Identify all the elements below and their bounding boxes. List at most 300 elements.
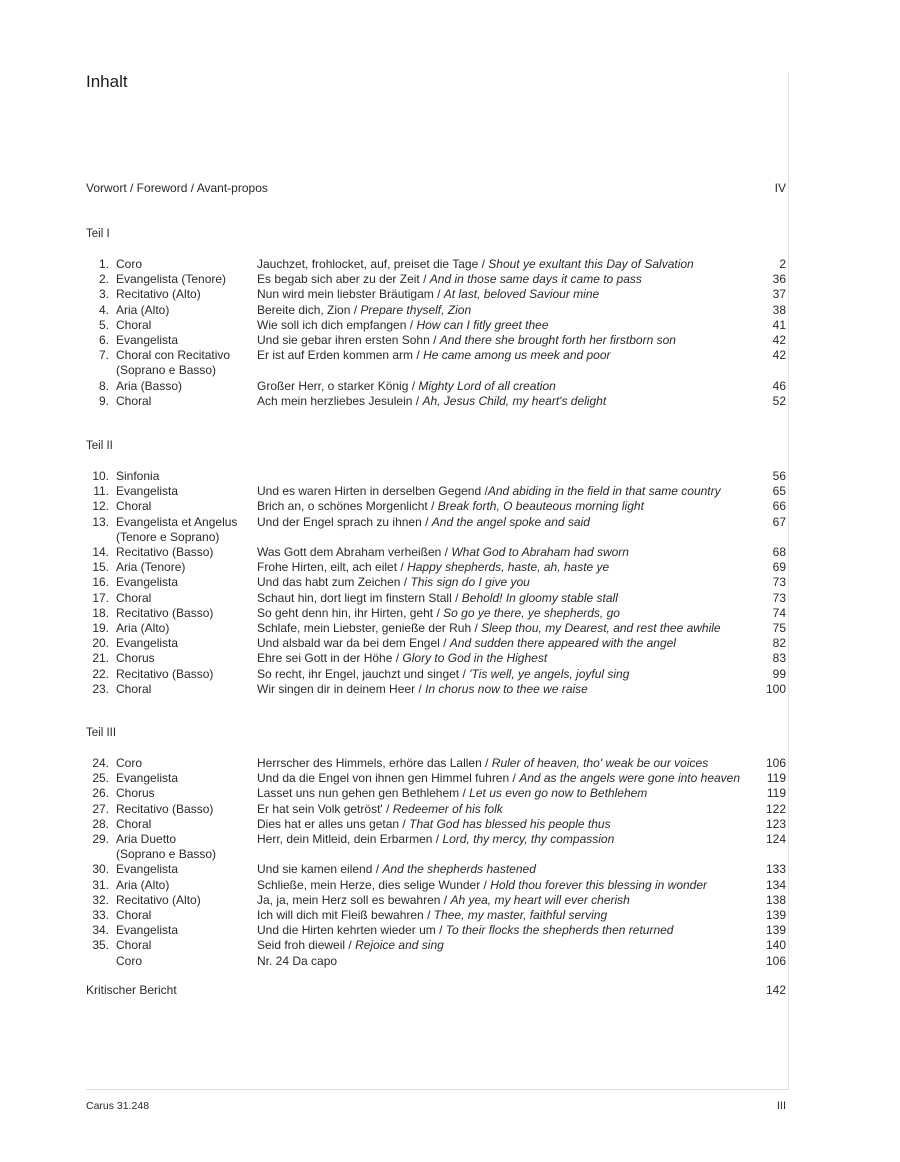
entry-title-english: At last, beloved Saviour mine: [443, 287, 600, 302]
entry-title: [257, 771, 740, 786]
toc-entry: [86, 287, 786, 302]
entry-voice: Choral: [116, 681, 152, 696]
entry-title-german: Brich an, o schönes Morgenlicht: [257, 499, 428, 514]
entry-voice: Recitativo (Basso): [116, 605, 214, 620]
entry-title-separator: /: [427, 499, 438, 514]
entry-page: 75: [772, 621, 786, 635]
entry-title-german: Herrscher des Himmels, erhöre das Lallen: [257, 756, 482, 770]
entry-title-english: Shout ye exultant this Day of Salvation: [488, 257, 694, 271]
entry-page: 122: [765, 801, 786, 816]
entry-number: 31.: [92, 877, 109, 892]
entry-title-german: Und sie gebar ihren ersten Sohn: [257, 333, 430, 347]
entry-page: 36: [772, 272, 786, 287]
entry-title-separator: /: [400, 575, 411, 590]
entry-title-english: Lord, thy mercy, thy compassion: [442, 832, 615, 846]
report-page: 142: [765, 983, 786, 997]
entry-title: [257, 545, 629, 560]
entry-page: 134: [765, 877, 786, 892]
entry-title-english: And as the angels were gone into heaven: [519, 771, 741, 786]
toc-entry: [86, 379, 786, 394]
toc-entry: [86, 499, 786, 514]
entry-voice: Choral: [116, 393, 152, 408]
entry-page: 140: [765, 938, 786, 953]
entry-number: 18.: [92, 605, 109, 620]
entry-title-english: Glory to God in the Highest: [402, 651, 548, 666]
entry-voice: Evangelista: [116, 862, 179, 877]
entry-page: 138: [765, 892, 786, 907]
entry-number: 14.: [92, 545, 109, 559]
entry-title-english: Happy shepherds, haste, ah, haste ye: [407, 560, 610, 575]
entry-voice: Aria (Alto): [116, 877, 170, 892]
entry-title-german: Was Gott dem Abraham verheißen: [257, 545, 442, 559]
entry-number: 2.: [98, 272, 109, 287]
entry-title: [257, 908, 607, 923]
entry-title: [257, 560, 609, 575]
entry-title-english: Hold thou forever this blessing in wonder: [490, 877, 708, 892]
entry-title: [257, 832, 614, 847]
entry-title: [257, 379, 556, 394]
entry-number: 6.: [98, 333, 109, 347]
toc-entry: [86, 636, 786, 651]
entry-title-english: How can I fitly greet thee: [416, 317, 549, 332]
entry-title-german: Und da die Engel von ihnen gen Himmel fuhren: [257, 771, 510, 786]
entry-title-german: Nr. 24 Da capo: [257, 953, 338, 968]
entry-page: 123: [765, 816, 786, 831]
entry-voice: Chorus: [116, 651, 155, 666]
toc-entry: [86, 394, 786, 409]
toc-entry: [86, 257, 786, 272]
entry-title: [257, 621, 721, 636]
entry-voice: Chorus: [116, 786, 155, 801]
entry-number: 19.: [92, 621, 109, 635]
entry-page: 139: [765, 923, 786, 938]
entry-title: [257, 893, 630, 908]
toc-entry: [86, 575, 786, 590]
entry-title-english: And there she brought forth her firstborn son: [439, 333, 676, 347]
entry-voice: Choral: [116, 816, 152, 831]
entry-title-separator: /: [433, 287, 444, 302]
entry-voice: Choral: [116, 938, 152, 953]
toc-entry: [86, 682, 786, 697]
toc-entry: [86, 893, 786, 908]
entry-page: 46: [772, 378, 786, 393]
entry-title-german: Und das habt zum Zeichen: [257, 575, 401, 590]
entry-number: 32.: [92, 892, 109, 907]
entry-title-german: Dies hat er alles uns getan: [257, 816, 400, 831]
entry-voice-continuation: (Soprano e Basso): [116, 363, 217, 378]
entry-title-english: Prepare thyself, Zion: [360, 302, 472, 317]
entry-title-german: Herr, dein Mitleid, dein Erbarmen: [257, 832, 433, 846]
part-heading: [86, 227, 786, 242]
toc-entry: [86, 923, 786, 938]
entry-page: 106: [765, 756, 786, 770]
entry-title: [257, 606, 620, 621]
entry-title: [257, 499, 644, 514]
entry-title-english: 'Tis well, ye angels, joyful sing: [469, 666, 630, 681]
toc-entry: [86, 515, 786, 530]
entry-title-german: Und sie kamen eilend: [257, 862, 373, 877]
toc-entry: [86, 651, 786, 666]
toc-entry: [86, 786, 786, 801]
entry-title: [257, 938, 444, 953]
entry-title-separator: /: [399, 816, 410, 831]
entry-title-german: Jauchzet, frohlocket, auf, preiset die Tage: [257, 257, 479, 271]
entry-title-german: Und es waren Hirten in derselben Gegend: [257, 484, 485, 499]
toc-entry: [86, 333, 786, 348]
entry-title-german: Seid froh dieweil: [257, 938, 346, 953]
entry-title-english: This sign do I give you: [410, 575, 530, 590]
toc-entry: [86, 545, 786, 560]
entry-title-german: Ehre sei Gott in der Höhe: [257, 651, 393, 666]
entry-title-separator: /: [419, 272, 430, 287]
toc-entry-continuation: [86, 847, 786, 862]
entry-title-german: Ich will dich mit Fleiß bewahren: [257, 908, 424, 922]
part-heading-label: Teil II: [86, 440, 113, 452]
entry-title: [257, 333, 676, 348]
entry-page: 139: [765, 908, 786, 922]
entry-number: 3.: [98, 287, 109, 302]
entry-title: [257, 651, 547, 666]
entry-title-separator: /: [421, 514, 432, 529]
entry-title-english: What God to Abraham had sworn: [451, 545, 629, 559]
toc-entry: [86, 667, 786, 682]
entry-title-english: In chorus now to thee we raise: [425, 681, 588, 696]
entry-number: 10.: [92, 469, 109, 483]
entry-title-separator: /: [413, 348, 424, 363]
report-label: Kritischer Bericht: [86, 983, 177, 997]
entry-title-german: Wir singen dir in deinem Heer: [257, 681, 416, 696]
entry-number: 7.: [98, 348, 109, 363]
entry-voice-continuation: (Tenore e Soprano): [116, 529, 220, 544]
entry-title-german: Bereite dich, Zion: [257, 302, 351, 317]
toc-entry-continuation: [86, 363, 786, 378]
entry-voice: Coro: [116, 953, 143, 968]
entry-number: 21.: [92, 651, 109, 666]
entry-title-separator: /: [478, 257, 489, 271]
entry-voice: Choral: [116, 908, 152, 922]
entry-title-separator: /: [451, 590, 462, 605]
entry-voice: Choral: [116, 317, 152, 332]
entry-title: [257, 667, 629, 682]
foreword-entry: [86, 181, 786, 196]
entry-title-english: To their flocks the shepherds then returned: [445, 923, 674, 938]
entry-voice: Aria (Alto): [116, 302, 170, 317]
entry-title-german: Schlafe, mein Liebster, genieße der Ruh: [257, 621, 472, 635]
entry-title-german: Und der Engel sprach zu ihnen: [257, 514, 422, 529]
entry-page: 119: [766, 771, 786, 786]
toc-entry: [86, 348, 786, 363]
entry-title-german: So recht, ihr Engel, jauchzt und singet: [257, 666, 460, 681]
entry-page: 37: [772, 287, 786, 302]
entry-title: [257, 802, 503, 817]
toc-entry: [86, 484, 786, 499]
entry-voice-continuation: (Soprano e Basso): [116, 847, 217, 862]
toc-entry: [86, 802, 786, 817]
entry-number: 9.: [98, 393, 109, 408]
entry-page: 2: [779, 257, 786, 271]
entry-title-separator: /: [412, 393, 423, 408]
entry-title-separator: /: [382, 801, 393, 816]
entry-title: [257, 287, 599, 302]
entry-title-english: Mighty Lord of all creation: [418, 378, 556, 393]
toc-entry: [86, 606, 786, 621]
part-heading: [86, 439, 786, 454]
entry-title-english: Ah, Jesus Child, my heart's delight: [422, 393, 607, 408]
toc-entry: [86, 771, 786, 786]
entry-title-separator: /: [471, 621, 482, 635]
entry-title-english: Break forth, O beauteous morning light: [437, 499, 644, 514]
entry-title-separator: /: [345, 938, 356, 953]
entry-title-english: Let us even go now to Bethlehem: [469, 786, 648, 801]
foreword-label: Vorwort / Foreword / Avant-propos: [86, 181, 268, 195]
entry-page: 133: [765, 862, 786, 877]
entry-title-english: And sudden there appeared with the angel: [449, 636, 676, 651]
entry-number: 35.: [92, 938, 109, 953]
entry-number: 8.: [98, 378, 109, 393]
entry-page: 74: [772, 605, 786, 620]
entry-page: 65: [772, 484, 786, 499]
entry-title-separator: /: [350, 302, 361, 317]
entry-title-english: Behold! In gloomy stable stall: [461, 590, 618, 605]
foreword-page: IV: [774, 181, 786, 195]
entry-voice: Evangelista et Angelus: [116, 514, 238, 529]
footer-rule: [86, 1089, 788, 1090]
entry-number: 13.: [92, 514, 109, 529]
entry-page: 124: [765, 832, 786, 846]
entry-page: 83: [772, 651, 786, 666]
toc-entry: [86, 938, 786, 953]
entry-title: [257, 878, 707, 893]
entry-title-english: Thee, my master, faithful serving: [433, 908, 608, 922]
entry-title: [257, 862, 536, 877]
entry-number: 24.: [92, 756, 109, 770]
entry-title-german: Nun wird mein liebster Bräutigam: [257, 287, 434, 302]
report-entry: [86, 983, 786, 998]
entry-page: 52: [772, 393, 786, 408]
entry-page: 41: [772, 317, 786, 332]
toc-entry: [86, 621, 786, 636]
entry-title-english: Sleep thou, my Dearest, and rest thee awhile: [481, 621, 721, 635]
entry-title-german: Wie soll ich dich empfangen: [257, 317, 407, 332]
entry-voice: Evangelista: [116, 484, 179, 499]
toc-entry: [86, 303, 786, 318]
entry-title-separator: /: [392, 651, 403, 666]
entry-number: 15.: [92, 560, 109, 575]
entry-voice: Coro: [116, 257, 143, 271]
entry-title-separator: /: [481, 756, 492, 770]
entry-number: 29.: [92, 832, 109, 846]
entry-title-separator: /: [433, 605, 444, 620]
entry-voice: Choral: [116, 590, 152, 605]
entry-voice: Evangelista: [116, 636, 179, 651]
entry-page: 82: [772, 636, 786, 651]
entry-title: [257, 257, 694, 272]
entry-page: 100: [765, 681, 786, 696]
entry-title-german: Und alsbald war da bei dem Engel: [257, 636, 440, 651]
entry-voice: Aria (Basso): [116, 378, 183, 393]
entry-number: 1.: [98, 257, 109, 271]
entry-number: 26.: [92, 786, 109, 801]
entry-title-separator: /: [459, 786, 470, 801]
entry-voice: Recitativo (Alto): [116, 892, 201, 907]
entry-title-separator: /: [372, 862, 383, 877]
entry-title-german: Er ist auf Erden kommen arm: [257, 348, 414, 363]
entry-title-separator: /: [484, 484, 488, 499]
footer-catalog-number: Carus 31.248: [86, 1100, 150, 1112]
entry-title: [257, 318, 549, 333]
entry-title-german: Schaut hin, dort liegt im finstern Stall: [257, 590, 452, 605]
entry-page: 42: [772, 333, 786, 347]
entry-page: 68: [772, 545, 786, 559]
entry-number: 30.: [92, 862, 109, 877]
entry-title-german: Es begab sich aber zu der Zeit: [257, 272, 420, 287]
page-title: Inhalt: [86, 72, 128, 91]
entry-title: [257, 591, 618, 606]
toc-entry: [86, 862, 786, 877]
entry-title: [257, 272, 642, 287]
toc-entry: [86, 832, 786, 847]
entry-number: 23.: [92, 681, 109, 696]
entry-voice: Evangelista: [116, 923, 179, 938]
entry-title-separator: /: [440, 892, 451, 907]
toc-entry: [86, 272, 786, 287]
entry-page: 38: [772, 302, 786, 317]
entry-page: 73: [772, 590, 786, 605]
footer-page-number: III: [776, 1100, 786, 1112]
entry-title-english: So go ye there, ye shepherds, go: [443, 605, 620, 620]
entry-page: 119: [766, 786, 786, 801]
toc-entry: [86, 469, 786, 484]
entry-voice: Choral: [116, 499, 152, 514]
entry-title-german: Und die Hirten kehrten wieder um: [257, 923, 436, 938]
entry-title: [257, 394, 606, 409]
entry-voice: Sinfonia: [116, 469, 160, 483]
entry-title-separator: /: [406, 317, 417, 332]
entry-title-separator: /: [480, 877, 491, 892]
entry-voice: Evangelista (Tenore): [116, 272, 227, 287]
entry-title: [257, 817, 611, 832]
entry-title-separator: /: [435, 923, 446, 938]
entry-voice: Choral con Recitativo: [116, 348, 231, 363]
toc-entry: [86, 908, 786, 923]
entry-title-english: And abiding in the field in that same country: [487, 484, 721, 499]
entry-title-separator: /: [415, 681, 426, 696]
entry-title-german: Ja, ja, mein Herz soll es bewahren: [257, 892, 441, 907]
entry-page: 67: [772, 514, 786, 529]
entry-number: 17.: [92, 590, 109, 605]
entry-title-german: Schließe, mein Herze, dies selige Wunder: [257, 877, 481, 892]
toc-entry: [86, 817, 786, 832]
entry-voice: Evangelista: [116, 771, 179, 786]
toc-entry: [86, 756, 786, 771]
entry-title: [257, 484, 721, 499]
part-heading-label: Teil III: [86, 727, 117, 739]
entry-title: [257, 756, 708, 771]
entry-title-english: That God has blessed his people thus: [409, 816, 611, 831]
entry-title-german: Großer Herr, o starker König: [257, 378, 409, 393]
entry-page: 42: [772, 348, 786, 363]
entry-title-separator: /: [423, 908, 434, 922]
part-heading: [86, 726, 786, 741]
entry-title-german: Frohe Hirten, eilt, ach eilet: [257, 560, 398, 575]
entry-title-german: Er hat sein Volk getröst': [257, 801, 383, 816]
entry-number: 22.: [92, 666, 109, 681]
toc-entry: [86, 560, 786, 575]
entry-title-separator: /: [459, 666, 470, 681]
entry-number: 33.: [92, 908, 109, 922]
entry-number: 5.: [98, 317, 109, 332]
entry-number: 20.: [92, 636, 109, 651]
entry-title-english: Redeemer of his folk: [392, 801, 503, 816]
entry-voice: Coro: [116, 756, 143, 770]
entry-title-separator: /: [439, 636, 450, 651]
entry-page: 106: [765, 953, 786, 968]
entry-voice: Aria (Tenore): [116, 560, 186, 575]
entry-voice: Recitativo (Basso): [116, 545, 214, 559]
entry-title-english: And in those same days it came to pass: [429, 272, 642, 287]
entry-title-english: Rejoice and sing: [355, 938, 444, 953]
entry-page: 56: [772, 469, 786, 483]
entry-title-separator: /: [509, 771, 520, 786]
entry-voice: Evangelista: [116, 333, 179, 347]
margin-rule: [788, 72, 789, 1090]
entry-page: 69: [772, 560, 786, 575]
entry-title: [257, 923, 673, 938]
toc-entry: [86, 954, 786, 969]
entry-title-english: He came among us meek and poor: [423, 348, 611, 363]
entry-voice: Aria Duetto: [116, 832, 177, 846]
entry-title-english: And the shepherds hastened: [382, 862, 536, 877]
entry-voice: Recitativo (Basso): [116, 801, 214, 816]
entry-title-german: So geht denn hin, ihr Hirten, geht: [257, 605, 434, 620]
entry-title: [257, 954, 337, 969]
entry-number: 4.: [98, 302, 109, 317]
entry-voice: Recitativo (Basso): [116, 666, 214, 681]
toc-entry-continuation: [86, 530, 786, 545]
toc-entry: [86, 878, 786, 893]
entry-number: 16.: [92, 575, 109, 590]
entry-title-separator: /: [432, 832, 443, 846]
entry-title: [257, 303, 471, 318]
entry-voice: Evangelista: [116, 575, 179, 590]
entry-title-separator: /: [397, 560, 408, 575]
entry-title-separator: /: [441, 545, 452, 559]
entry-title-english: And the angel spoke and said: [431, 514, 590, 529]
entry-title: [257, 636, 676, 651]
toc-entry: [86, 591, 786, 606]
entry-number: 11.: [93, 484, 109, 499]
entry-voice: Aria (Alto): [116, 621, 170, 635]
entry-number: 27.: [92, 801, 109, 816]
entry-number: 28.: [92, 816, 109, 831]
toc-entry: [86, 318, 786, 333]
entry-number: 25.: [92, 771, 109, 786]
entry-page: 99: [772, 666, 786, 681]
entry-title-separator: /: [429, 333, 440, 347]
entry-title: [257, 786, 647, 801]
entry-title-separator: /: [408, 378, 419, 393]
entry-title-german: Ach mein herzliebes Jesulein: [257, 393, 413, 408]
entry-page: 73: [772, 575, 786, 590]
entry-title-german: Lasset uns nun gehen gen Bethlehem: [257, 786, 460, 801]
entry-title-english: Ah yea, my heart will ever cherish: [450, 892, 630, 907]
part-heading-label: Teil I: [86, 228, 110, 240]
entry-number: 12.: [92, 499, 109, 514]
entry-number: 34.: [92, 923, 109, 938]
entry-title-english: Ruler of heaven, tho' weak be our voices: [491, 756, 709, 770]
entry-voice: Recitativo (Alto): [116, 287, 201, 302]
entry-title: [257, 348, 611, 363]
